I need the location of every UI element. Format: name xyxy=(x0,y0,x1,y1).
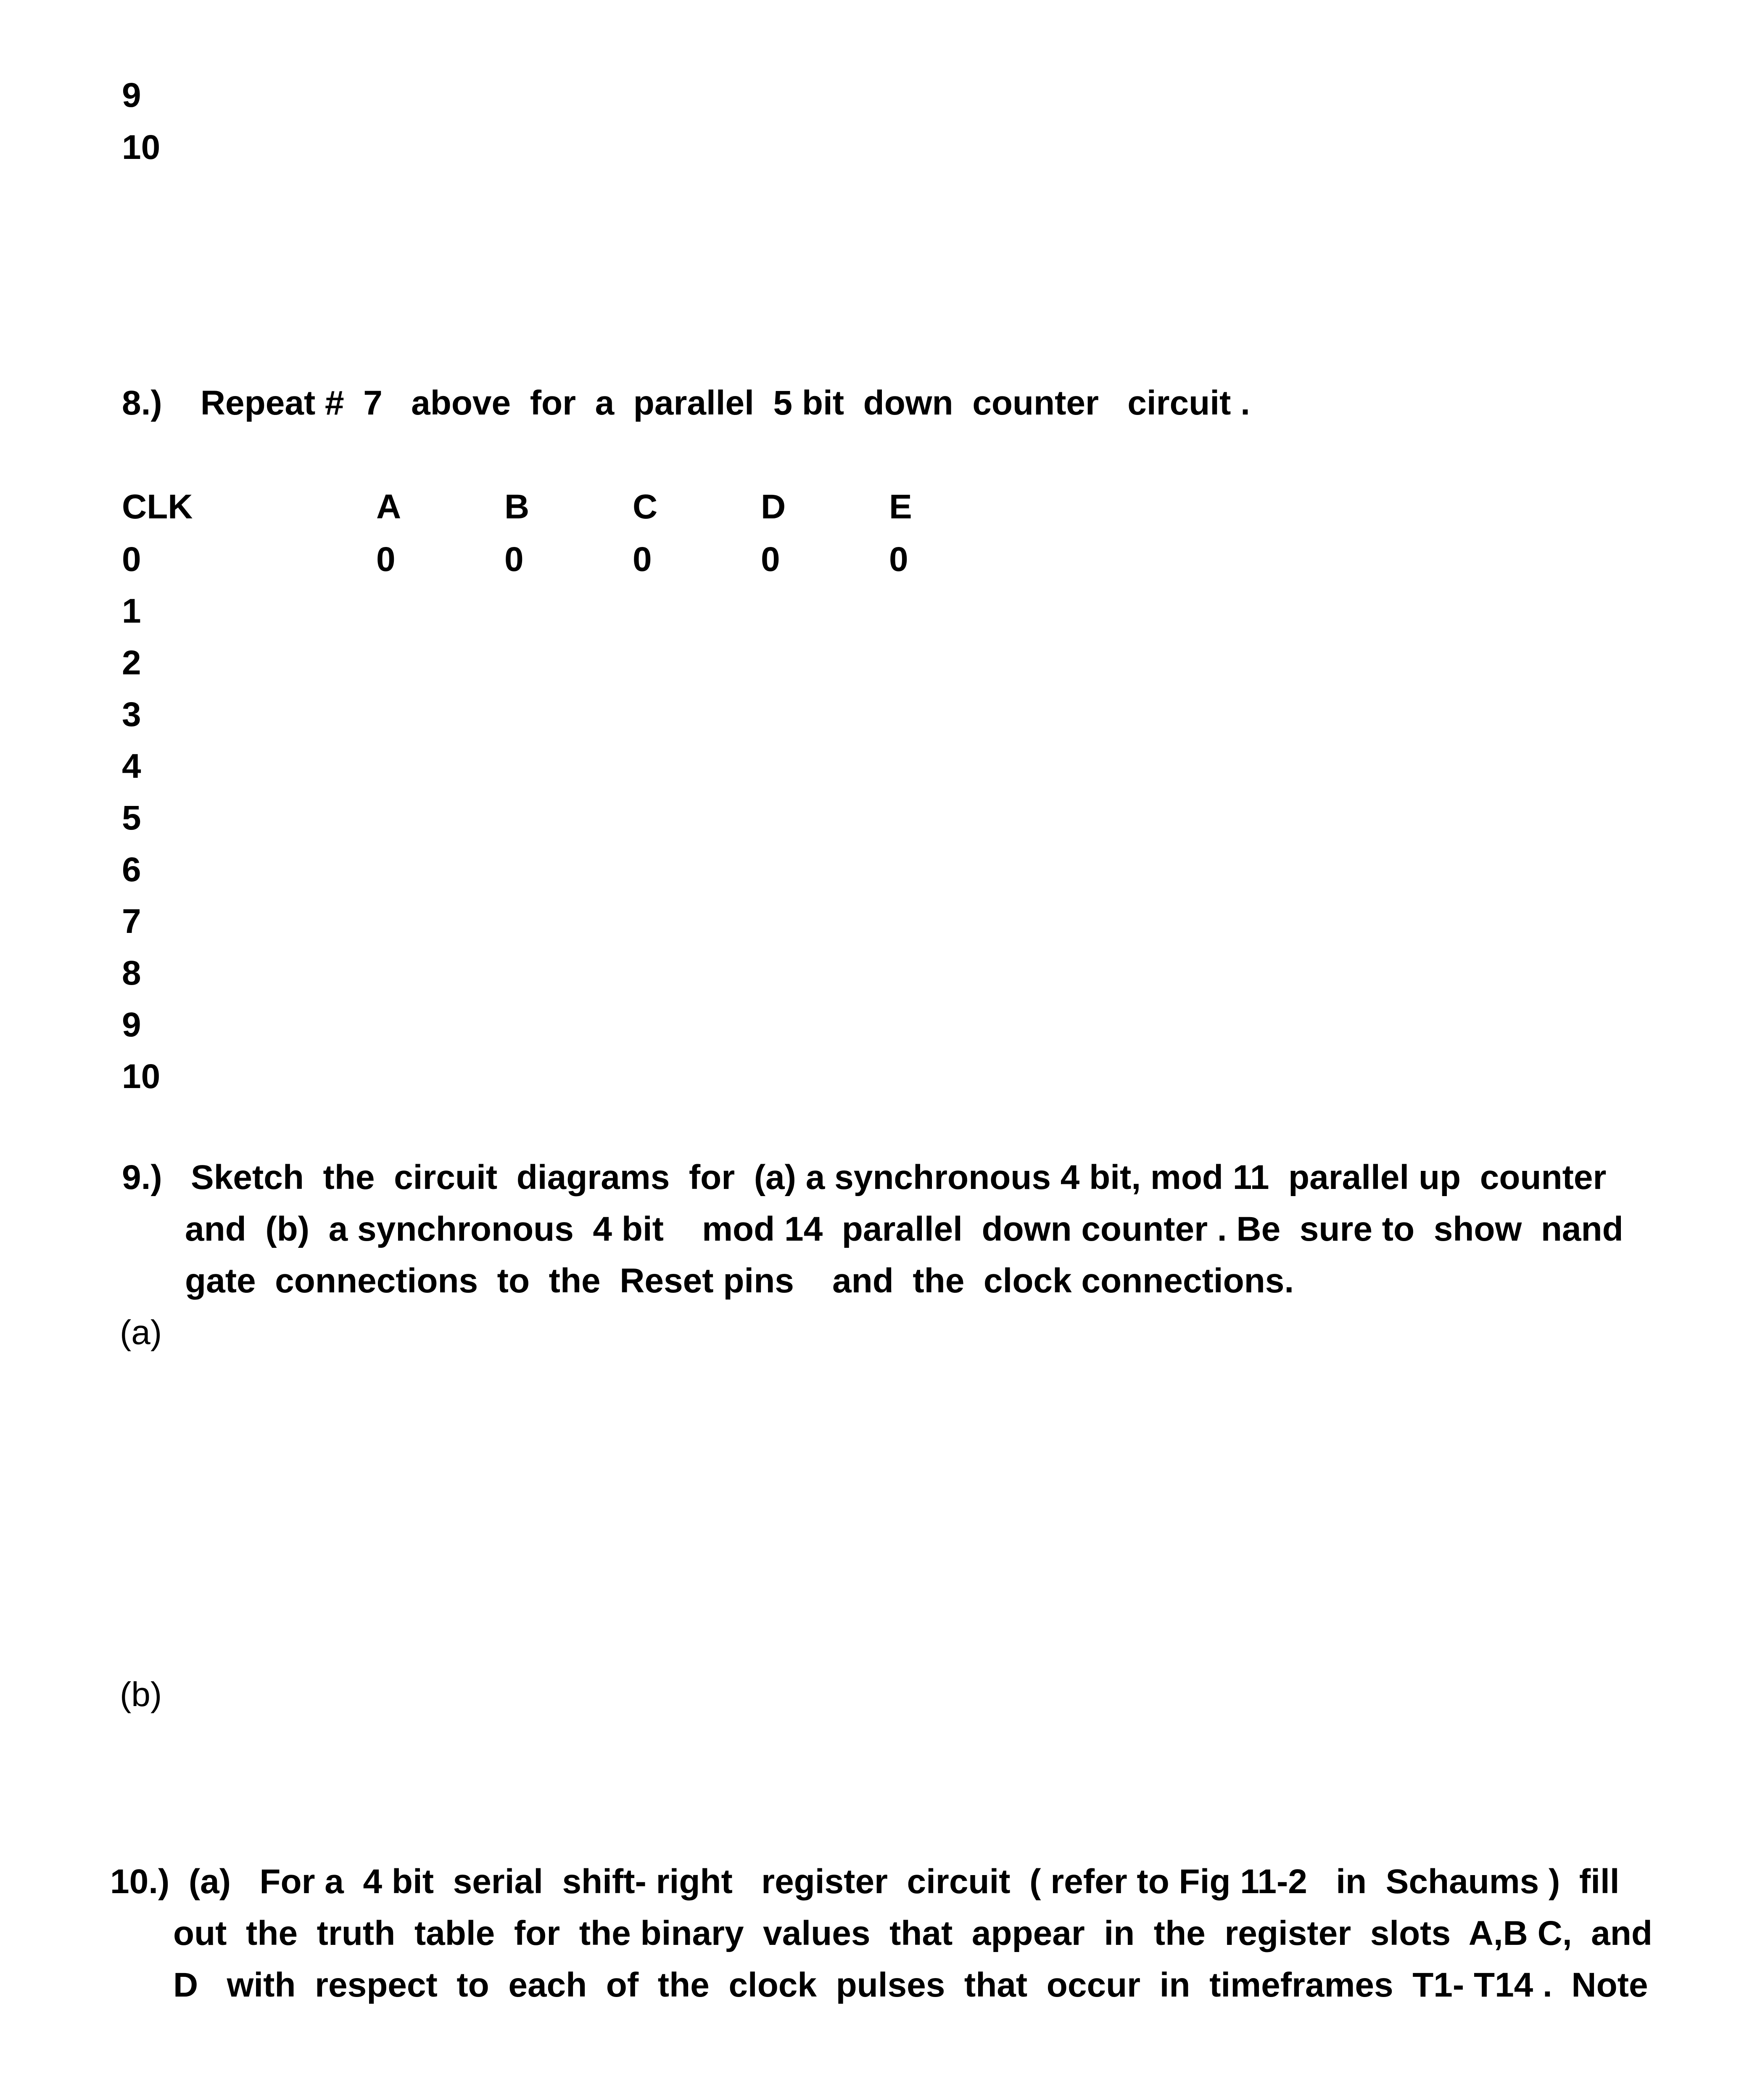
question-9-part-a: (a) xyxy=(120,1313,162,1352)
question-10-line2: out the truth table for the binary values that appear in the register slots A,B C, and xyxy=(173,1914,1652,1952)
header-d: D xyxy=(761,488,786,526)
clk-value: 3 xyxy=(122,695,141,734)
question-9-part-b: (b) xyxy=(120,1675,162,1714)
row0-a: 0 xyxy=(376,540,396,578)
header-c: C xyxy=(633,488,658,526)
clk-value: 8 xyxy=(122,954,141,992)
clk-value: 1 xyxy=(122,592,141,630)
clk-value: 10 xyxy=(122,1057,161,1096)
row0-b: 0 xyxy=(504,540,524,578)
question-10-line3: D with respect to each of the clock pulses that occur in timeframes T1- T14 . Note xyxy=(173,1966,1648,2004)
question-9-line3: gate connections to the Reset pins and the clock connections. xyxy=(185,1262,1294,1300)
row0-d: 0 xyxy=(761,540,780,578)
clk-value: 2 xyxy=(122,644,141,682)
header-clk: CLK xyxy=(122,488,193,526)
clk-value: 4 xyxy=(122,747,141,785)
clk-value: 9 xyxy=(122,1006,141,1044)
row0-e: 0 xyxy=(889,540,908,578)
header-a: A xyxy=(376,488,401,526)
row0-clk: 0 xyxy=(122,540,141,578)
question-9-line2: and (b) a synchronous 4 bit mod 14 parallel down counter . Be sure to show nand xyxy=(185,1210,1623,1248)
header-e: E xyxy=(889,488,912,526)
top-row-9: 9 xyxy=(122,76,141,114)
question-9-line1: 9.) Sketch the circuit diagrams for (a) a synchronous 4 bit, mod 11 parallel up counter xyxy=(122,1158,1607,1197)
question-10-line1: 10.) (a) For a 4 bit serial shift- right register circuit ( refer to Fig 11-2 in Schaums ) fill xyxy=(110,1862,1620,1901)
row0-c: 0 xyxy=(633,540,652,578)
clk-value: 6 xyxy=(122,851,141,889)
question-8: 8.) Repeat # 7 above for a parallel 5 bit down counter circuit . xyxy=(122,384,1250,422)
clk-value: 7 xyxy=(122,902,141,940)
header-b: B xyxy=(504,488,530,526)
clk-value: 5 xyxy=(122,799,141,837)
top-row-10: 10 xyxy=(122,128,161,166)
